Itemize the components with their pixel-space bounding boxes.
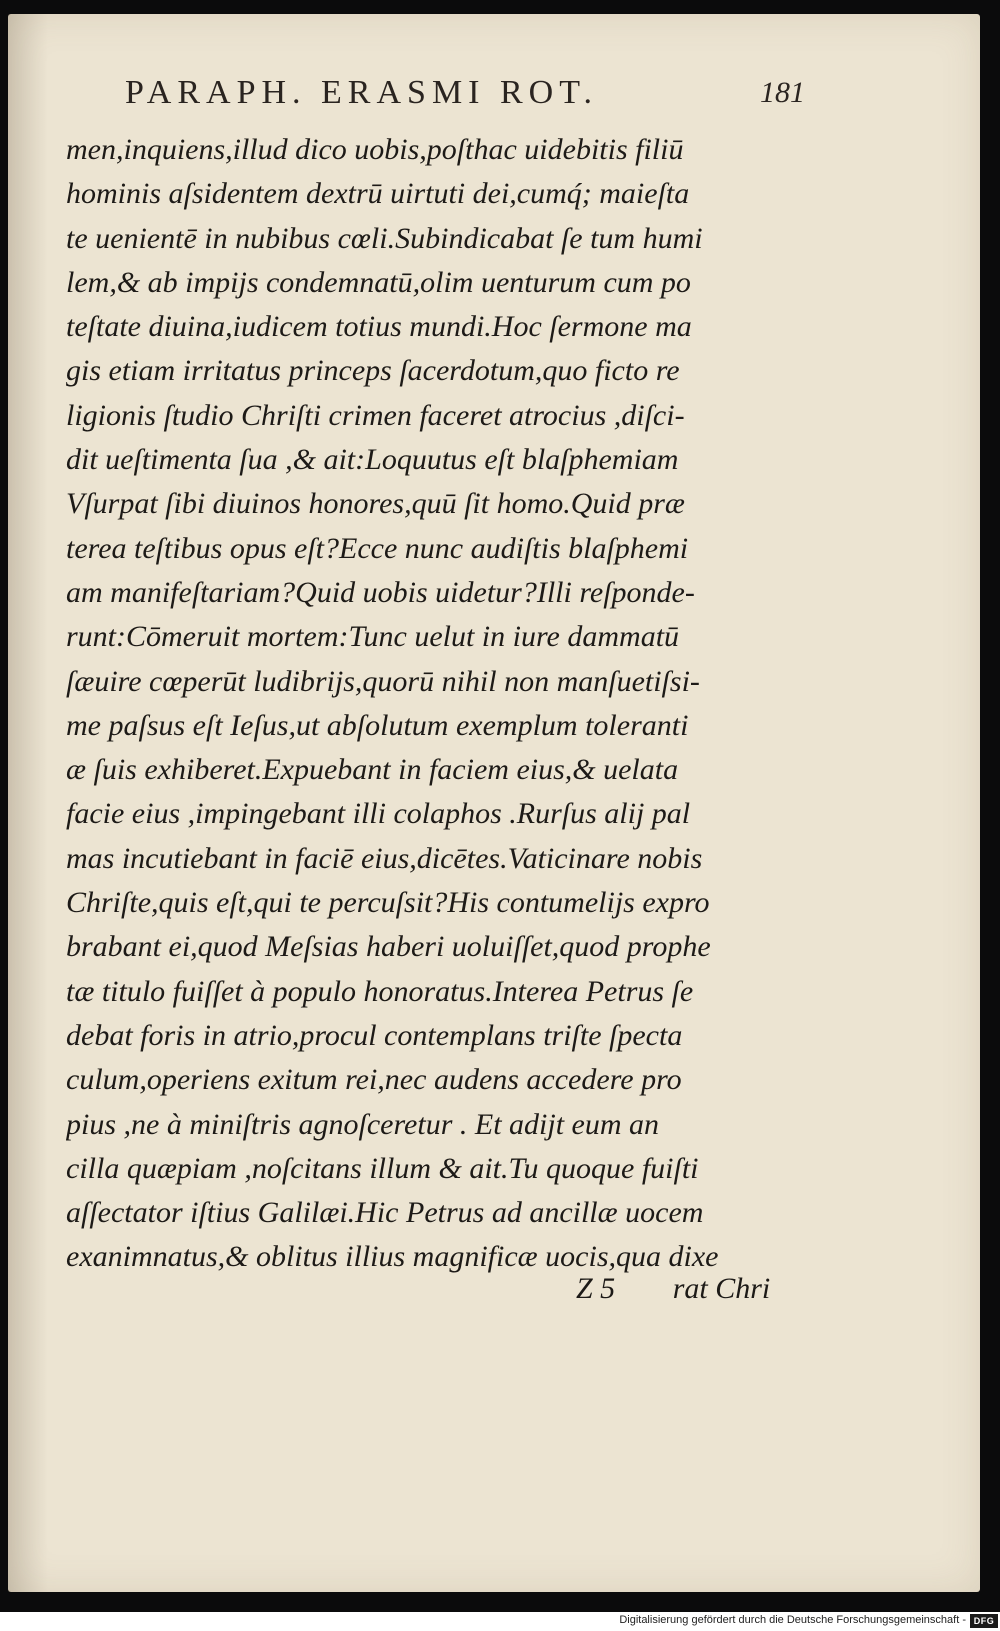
running-head-title: PARAPH. ERASMI ROT. xyxy=(125,74,598,111)
digitization-credit: Digitalisierung gefördert durch die Deutsche Forschungsgemeinschaft - xyxy=(619,1614,966,1626)
text-line: me paſsus eſt Ieſus,ut abſolutum exemplum toleranti xyxy=(66,708,689,742)
footer-bar xyxy=(0,1612,1000,1631)
text-line: lem,& ab impijs condemnatū,olim uenturum cum po xyxy=(66,265,691,299)
text-line: facie eius ,impingebant illi colaphos .Rurſus alij pal xyxy=(66,797,691,831)
text-line: cilla quæpiam ,noſcitans illum & ait.Tu quoque fuiſti xyxy=(66,1151,699,1185)
page-gutter-shadow xyxy=(8,14,48,1592)
dfg-logo-icon: DFG xyxy=(970,1614,998,1628)
catchline xyxy=(576,1272,770,1306)
catchword: rat Chri xyxy=(672,1272,771,1305)
text-line: æ ſuis exhiberet.Expuebant in faciem eius,& uelata xyxy=(66,753,679,787)
text-line: pius ,ne à miniſtris agnoſceretur . Et adijt eum an xyxy=(66,1107,660,1141)
text-line: mas incutiebant in faciē eius,dicētes.Vaticinare nobis xyxy=(66,841,703,875)
text-line: Chriſte,quis eſt,qui te percuſsit?His contumelijs expro xyxy=(66,886,710,920)
text-line: debat foris in atrio,procul contemplans triſte ſpecta xyxy=(66,1018,683,1052)
text-line: men,inquiens,illud dico uobis,poſthac uidebitis filiū xyxy=(66,133,684,166)
text-line: exanimnatus,& oblitus illius magnificæ uocis,qua dixe xyxy=(66,1240,719,1274)
text-line: ſæuire cœperūt ludibrijs,quorū nihil non manſuetiſsi- xyxy=(66,664,700,698)
text-line: Vſurpat ſibi diuinos honores,quū ſit homo.Quid præ xyxy=(66,487,685,521)
text-line: culum,operiens exitum rei,nec audens accedere pro xyxy=(66,1063,682,1097)
text-line: tæ titulo fuiſſet à populo honoratus.Interea Petrus ſe xyxy=(66,974,694,1008)
text-line: ligionis ſtudio Chriſti crimen faceret atrocius ,diſci- xyxy=(66,398,685,432)
text-line: gis etiam irritatus princeps ſacerdotum,quo ficto re xyxy=(66,354,680,388)
signature-mark: Z 5 xyxy=(576,1272,616,1305)
text-line: terea teſtibus opus eſt?Ecce nunc audiſtis blaſphemi xyxy=(66,531,689,565)
text-line: runt:Cōmeruit mortem:Tunc uelut in iure dammatū xyxy=(66,620,680,654)
text-line: hominis aſsidentem dextrū uirtuti dei,cumq́; maieſta xyxy=(66,177,690,211)
text-line: brabant ei,quod Meſsias haberi uoluiſſet,quod prophe xyxy=(66,930,711,964)
text-line: dit ueſtimenta ſua ,& ait:Loquutus eſt blaſphemiam xyxy=(66,443,679,477)
page-number: 181 xyxy=(760,76,805,109)
body-text xyxy=(66,128,808,1280)
text-line: teſtate diuina,iudicem totius mundi.Hoc ſermone ma xyxy=(66,310,692,344)
text-line: am manifeſtariam?Quid uobis uidetur?Illi reſponde- xyxy=(66,575,695,609)
text-line: te uenientē in nubibus cœli.Subindicabat ſe tum humi xyxy=(66,221,703,255)
running-head xyxy=(125,74,805,118)
text-line: aſſectator iſtius Galilæi.Hic Petrus ad ancillæ uocem xyxy=(66,1196,704,1230)
